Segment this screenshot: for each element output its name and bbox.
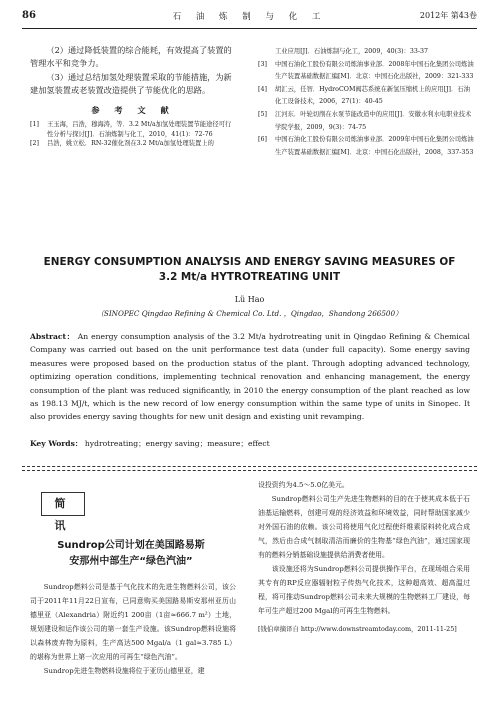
references-title: 参 考 文 献: [91, 104, 175, 115]
reference-list-left: [30, 120, 236, 149]
reference-item: [4] 胡汇云，任智．HydroCOM阀芯系统在新氢压缩机上的应用[J]．石油化工设备技术，2006，27(1)：40-45: [258, 85, 470, 106]
english-title: ENERGY CONSUMPTION ANALYSIS AND ENERGY SAVING MEASURES OF 3.2 Mt/a HYTROTREATING UNIT: [43, 256, 456, 283]
news-paragraph: Sundrop燃料公司生产先进生物燃料的目的在于使其成本低于石油基运输燃料，创建可观的经济效益和环境效益，同时帮助国家减少对外国石油的依赖。该公司将使用气化过程使纤维素原料转化成合成气，然后由合成气制取清洁而廉价的生物基“绿色汽油”，通过国家现有的燃料分销基础设施提供给消费者使用。: [258, 495, 470, 559]
reference-item: 工业应用[J]．石油炼制与化工，2009，40(3)：33-37: [275, 48, 429, 55]
reference-item: [6] 中国石油化工股份有限公司炼油事业部．2009年中国石化集团公司炼油生产装置基础数据汇编[M]．北京：中国石化出版社，2008，337-353: [258, 136, 474, 156]
reference-list-right: [258, 46, 474, 159]
keywords-text: hydrotreating；energy saving；measure；effect: [84, 439, 270, 448]
conclusion-paragraph-2: （2）通过降低装置的综合能耗，有效提高了装置的管理水平和竞争力。: [30, 45, 232, 69]
reference-item: [5] 江河东．叶轮切削在水泵节能改造中的应用[J]．安徽水利水电职业技术学院学报，2009，9(3)：74-75: [258, 110, 472, 131]
news-source: [钱伯章摘译自 http://www.downstreamtoday.com，2011-11-25]: [258, 625, 457, 633]
english-author: Lü Hao: [234, 295, 265, 304]
left-column: [30, 44, 236, 149]
brief-news-box: 简 讯: [41, 492, 85, 516]
english-affiliation: （SINOPEC Qingdao Refining & Chemical Co. Ltd. ，Qingdao，Shandong 266500）: [96, 309, 403, 318]
english-abstract: [30, 330, 470, 424]
news-paragraph: 设投资约为4.5～5.0亿美元。: [258, 481, 349, 489]
section-separator: [22, 470, 477, 471]
news-paragraph: 该设施还将为Sundrop燃料公司提供操作平台，在现场组合采用其专有的RP反应器辐射粒子传热气化技术，这种超高效、超高温过程，将可推动Sundrop燃料公司未来大规模的生物燃料工厂建设，每年可生产超过200 Mgal的可再生生物燃料。: [258, 565, 470, 615]
keywords-label: Key Words：: [30, 439, 83, 448]
page-header: [22, 6, 477, 29]
page-number: 86: [22, 10, 36, 21]
english-keywords: [30, 438, 470, 449]
abstract-label: Abstract：: [30, 332, 75, 341]
reference-item: [1] 王玉海，吕浩，穆海涛，等．3.2 Mt/a加氢处理装置节能途径可行性分析与探讨[J]．石油炼制与化工，2010，41(1)：72-76: [30, 121, 232, 138]
journal-name: 石 油 炼 制 与 化 工: [172, 12, 327, 22]
news-left-column: [30, 580, 236, 678]
section-separator: [22, 466, 477, 467]
news-right-column: [258, 478, 470, 636]
conclusion-paragraph-3: （3）通过总结加氢处理装置采取的节能措施，为新建加氢装置或老装置改造提供了节能优化的思路。: [30, 71, 232, 96]
abstract-text: An energy consumption analysis of the 3.2 Mt/a hydrotreating unit in Qingdao Refining & Chemical Company was carried out based on the unit performance test data (under full capacity). Some energy saving measures were proposed based on the production status of the plant. Through adopting advanced technology, optimizing operation conditions, implementing technical renovation and enhancing management, the energy consumption of the plant was reduced significantly, in 2010 the energy consumption of the plant reached as low as 198.13 MJ/t, which is the new record of low energy consumption within the same type of units in Sinopec. It also provides energy saving thoughts for new unit design and existing unit revamping.: [30, 332, 470, 422]
news-title: Sundrop公司计划在美国路易斯 安那州中部生产“绿色汽油”: [57, 540, 205, 567]
reference-item: [2] 吕浩，姚立松．RN-32催化剂在3.2 Mt/a加氢处理装置上的: [30, 140, 214, 148]
reference-item: [3] 中国石油化工股份有限公司炼油事业部．2008年中国石化集团公司炼油生产装置基础数据汇编[M]．北京：中国石化出版社，2009：321-333: [258, 60, 474, 81]
news-paragraph: Sundrop燃料公司是基于气化技术的先进生物燃料公司，该公司于2011年11月22日宣布，已同意购买美国路易斯安那州亚历山德里亚（Alexandria）附近约1 200亩（1亩≈666.7 m²）土地，规划建设和运作该公司的第一套生产设施。该Sundrop燃料设施将以森林废弃物为原料，生产高达500 Mgal/a（1 gal≈3.785 L）的堪称为世界上第一次应用的可再生“绿色汽油”。: [30, 583, 236, 661]
issue-info: 2012年 第43卷: [419, 11, 477, 20]
news-paragraph: Sundrop先进生物燃料设施将位于亚历山德里亚，建: [43, 667, 205, 675]
